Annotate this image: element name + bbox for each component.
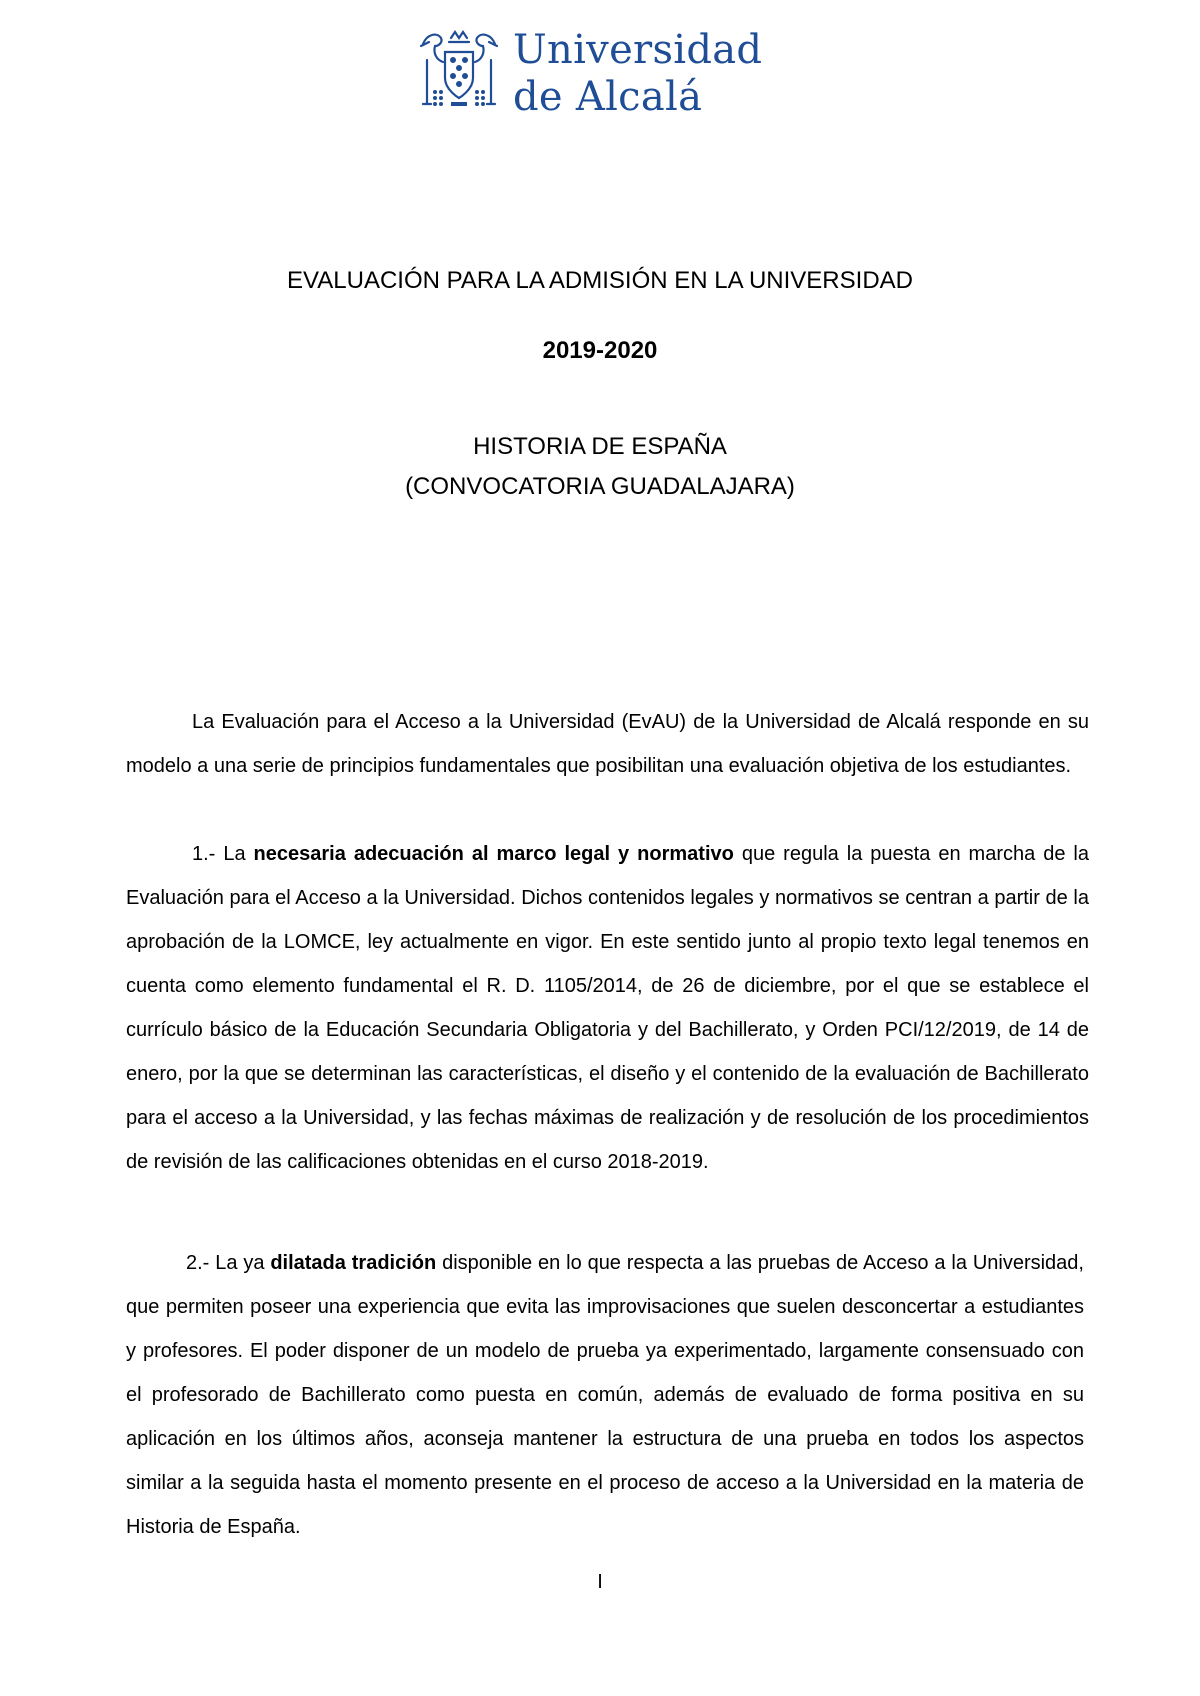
- point-1-prefix: 1.- La: [192, 843, 254, 865]
- intro-text: La Evaluación para el Acceso a la Universidad (EvAU) de la Universidad de Alcalá responde en su modelo a una serie de principios fundamentales que posibilitan una evaluación objetiva de los estudiantes.: [126, 711, 1089, 777]
- document-title: EVALUACIÓN PARA LA ADMISIÓN EN LA UNIVERSIDAD: [287, 267, 913, 294]
- page-number: I: [597, 1571, 603, 1593]
- logo-text-line-2: de Alcalá: [513, 74, 703, 120]
- university-logo: [417, 26, 763, 120]
- logo-text-line-1: Universidad: [513, 27, 763, 73]
- intro-paragraph: [126, 700, 1089, 788]
- point-1-paragraph: [126, 832, 1089, 1184]
- convocatoria-label: (CONVOCATORIA GUADALAJARA): [405, 473, 795, 500]
- point-2-emphasis: dilatada tradición: [270, 1252, 437, 1274]
- point-2-paragraph: [126, 1241, 1084, 1549]
- point-1-emphasis: necesaria adecuación al marco legal y normativo: [253, 843, 734, 865]
- subject-title: HISTORIA DE ESPAÑA: [473, 433, 727, 460]
- point-2-text: disponible en lo que respecta a las pruebas de Acceso a la Universidad, que permiten poseer una experiencia que evita las improvisaciones que suelen desconcertar a estudiantes y profesores. El poder disponer de un modelo de prueba ya experimentado, largamente consensuado con el profesorado de Bachillerato como puesta en común, además de evaluado de forma positiva en su aplicación en los últimos años, aconseja mantener la estructura de una prueba en todos los aspectos similar a la seguida hasta el momento presente en el proceso de acceso a la Universidad en la materia de Historia de España.: [126, 1252, 1084, 1538]
- point-1-text: que regula la puesta en marcha de la Evaluación para el Acceso a la Universidad. Dichos contenidos legales y normativos se centran a partir de la aprobación de la LOMCE, ley actualmente en vigor. En este sentido junto al propio texto legal tenemos en cuenta como elemento fundamental el R. D. 1105/2014, de 26 de diciembre, por el que se establece el currículo básico de la Educación Secundaria Obligatoria y del Bachillerato, y Orden PCI/12/2019, de 14 de enero, por la que se determinan las características, el diseño y el contenido de la evaluación de Bachillerato para el acceso a la Universidad, y las fechas máximas de realización y de resolución de los procedimientos de revisión de las calificaciones obtenidas en el curso 2018-2019.: [126, 843, 1089, 1173]
- university-emblem-icon: [417, 26, 501, 110]
- academic-year: 2019-2020: [542, 337, 658, 364]
- point-2-prefix: 2.- La ya: [186, 1252, 271, 1274]
